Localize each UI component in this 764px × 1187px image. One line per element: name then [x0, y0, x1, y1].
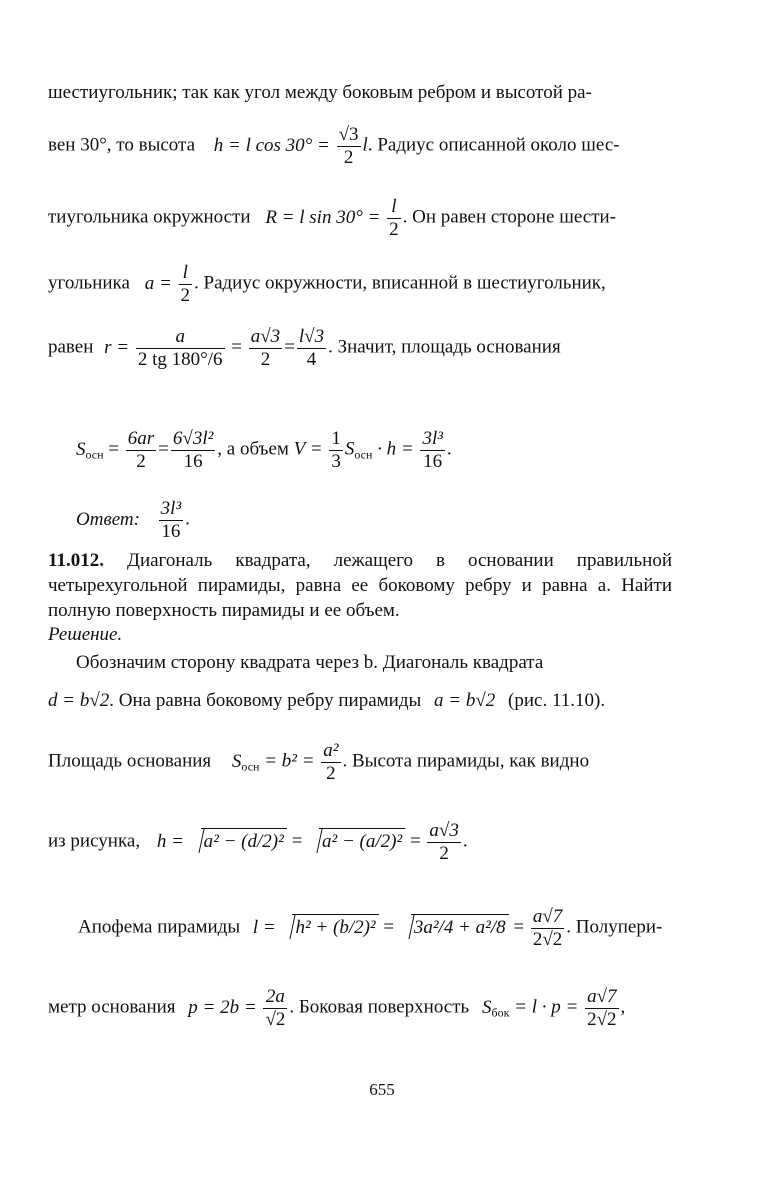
formula-radius: R = l sin 30° =	[265, 206, 381, 228]
formula-side: a =	[144, 272, 172, 294]
page-number: 655	[369, 1080, 395, 1099]
equals-sign: =	[383, 916, 395, 938]
text-fragment: равен	[48, 336, 94, 358]
text-fragment: метр основания	[48, 996, 176, 1018]
equals-sign: =	[231, 336, 242, 358]
text-fragment: , а объем	[217, 438, 289, 460]
solution-line-1: Обозначим сторону квадрата через b. Диагональ квадрата	[76, 652, 544, 673]
text-fragment: из рисунка,	[48, 830, 141, 852]
formula-area: S	[344, 438, 355, 460]
radical-expression: h² + (b/2)²	[292, 914, 378, 939]
text-fragment: Площадь основания	[48, 750, 212, 772]
radical-expression: a² − (d/2)²	[201, 828, 287, 853]
answer-fraction: $\frac{\text{3l³}}{16}$	[160, 498, 182, 542]
text-fragment: . Радиус окружности, вписанной в шестиугольник,	[194, 272, 606, 294]
text-fragment: тиугольника окружности	[48, 206, 251, 228]
formula-lateral-area: S	[481, 996, 492, 1018]
text-fragment: . Высота пирамиды, как видно	[342, 750, 590, 772]
text-fragment: . Полупери-	[566, 916, 663, 938]
fraction: $\frac{2a}{√2}$	[265, 986, 286, 1030]
formula-area: S	[76, 438, 86, 460]
text-fragment: . Она равна боковому ребру пирамиды	[109, 690, 422, 711]
formula-semiperimeter: p = 2b =	[188, 996, 257, 1018]
fraction: $\frac{\text{6√3l²}}{16}$	[172, 428, 214, 472]
fraction: $\frac{l√3}{4}$	[298, 326, 325, 370]
text-line-4	[48, 262, 674, 307]
text-line-6: $S_{осн}$ = $\frac{6ar}{2}$ = $\frac{\text{6√3l²}}{16}$ , а объем V = $\frac{1}{3}$ $S_{осн} \cdot h$ = $\frac{\text{3l³}}{16}$ .	[76, 428, 452, 472]
subscript: осн	[241, 759, 260, 774]
fraction: $\frac{1}{3}$	[331, 428, 341, 472]
text-fragment: ,	[620, 996, 626, 1018]
formula-eq: = b² =	[264, 750, 315, 772]
fraction: $\frac{\text{a²}}{2}$	[323, 740, 339, 784]
problem-text: Диагональ квадрата, лежащего в основании правильной четырехугольной пирамиды, равна ее боковому ребру и равна a. Найти полную поверхность пирамиды и ее объем.	[48, 550, 672, 621]
formula-height: h = l cos 30° =	[213, 134, 330, 156]
formula-diagonal: d = b√2	[48, 690, 110, 711]
equals-sign: =	[513, 916, 525, 938]
subscript: осн	[85, 447, 104, 462]
text-fragment: Апофема пирамиды	[78, 916, 241, 938]
equals-sign: =	[409, 830, 421, 852]
solution-line-4	[48, 820, 674, 865]
problem-statement	[48, 548, 672, 623]
text-fragment: . Радиус описанной около шес-	[367, 134, 620, 156]
formula-height: h =	[156, 830, 184, 852]
formula-volume: V =	[293, 438, 323, 460]
text-line-5: равен r = $\frac{a}{2 tg 180^\circ/6}$ = $\frac{a√3}{2}$ = $\frac{l√3}{4}$ . Значит, площадь основания	[48, 326, 561, 370]
solution-label: Решение.	[48, 624, 123, 645]
fraction: $\frac{a√3}{2}$	[250, 326, 281, 370]
text-line-3	[48, 196, 674, 241]
text-line-1: шестиугольник; так как угол между боковым ребром и высотой ра-	[48, 82, 592, 103]
solution-line-5	[78, 906, 674, 951]
formula-apothem: l =	[252, 916, 276, 938]
radical-expression: a² − (a/2)²	[319, 828, 405, 853]
answer-line: Ответ: $\frac{\text{3l³}}{16}$ .	[76, 498, 190, 542]
text-fragment: угольника	[48, 272, 130, 294]
solution-line-2	[48, 690, 674, 712]
text-fragment: .	[462, 830, 468, 852]
fraction: $\frac{a√7}{2√2}$	[532, 906, 563, 950]
formula-inradius: r =	[104, 336, 130, 358]
figure-reference: (рис. 11.10).	[508, 690, 606, 711]
text-fragment: .	[446, 438, 452, 460]
problem-number: 11.012.	[48, 550, 104, 571]
fraction: $\frac{a√7}{2√2}$	[587, 986, 617, 1030]
text-line-2	[48, 124, 674, 169]
fraction: $\frac{√3}{2}$	[338, 124, 359, 168]
text-fragment: . Он равен стороне шести-	[402, 206, 617, 228]
text-fragment: вен 30°, то высота	[48, 134, 195, 156]
answer-label: Ответ:	[76, 508, 140, 530]
subscript: бок	[491, 1005, 510, 1020]
equals-sign: =	[291, 830, 303, 852]
formula-var: l	[362, 134, 368, 156]
formula-area: S	[231, 750, 242, 772]
fraction: $\frac{\text{3l³}}{16}$	[422, 428, 443, 472]
fraction: $\frac{6ar}{2}$	[127, 428, 155, 472]
formula-edge: a = b√2	[434, 690, 496, 711]
fraction: $\frac{l}{2}$	[180, 262, 191, 306]
radical-expression: 3a²/4 + a²/8	[411, 914, 509, 939]
subscript: осн	[354, 447, 373, 462]
solution-line-6	[48, 986, 674, 1031]
fraction: $\frac{l}{2}$	[389, 196, 399, 240]
solution-line-3	[48, 740, 674, 785]
fraction: $\frac{a}{2 tg 180^\circ/6}$	[137, 326, 223, 370]
formula-eq: = l · p =	[514, 996, 579, 1018]
text-fragment: . Боковая поверхность	[289, 996, 470, 1018]
fraction: $\frac{a√3}{2}$	[429, 820, 459, 864]
formula-height: · h =	[377, 438, 414, 460]
text-fragment: . Значит, площадь основания	[328, 336, 561, 358]
